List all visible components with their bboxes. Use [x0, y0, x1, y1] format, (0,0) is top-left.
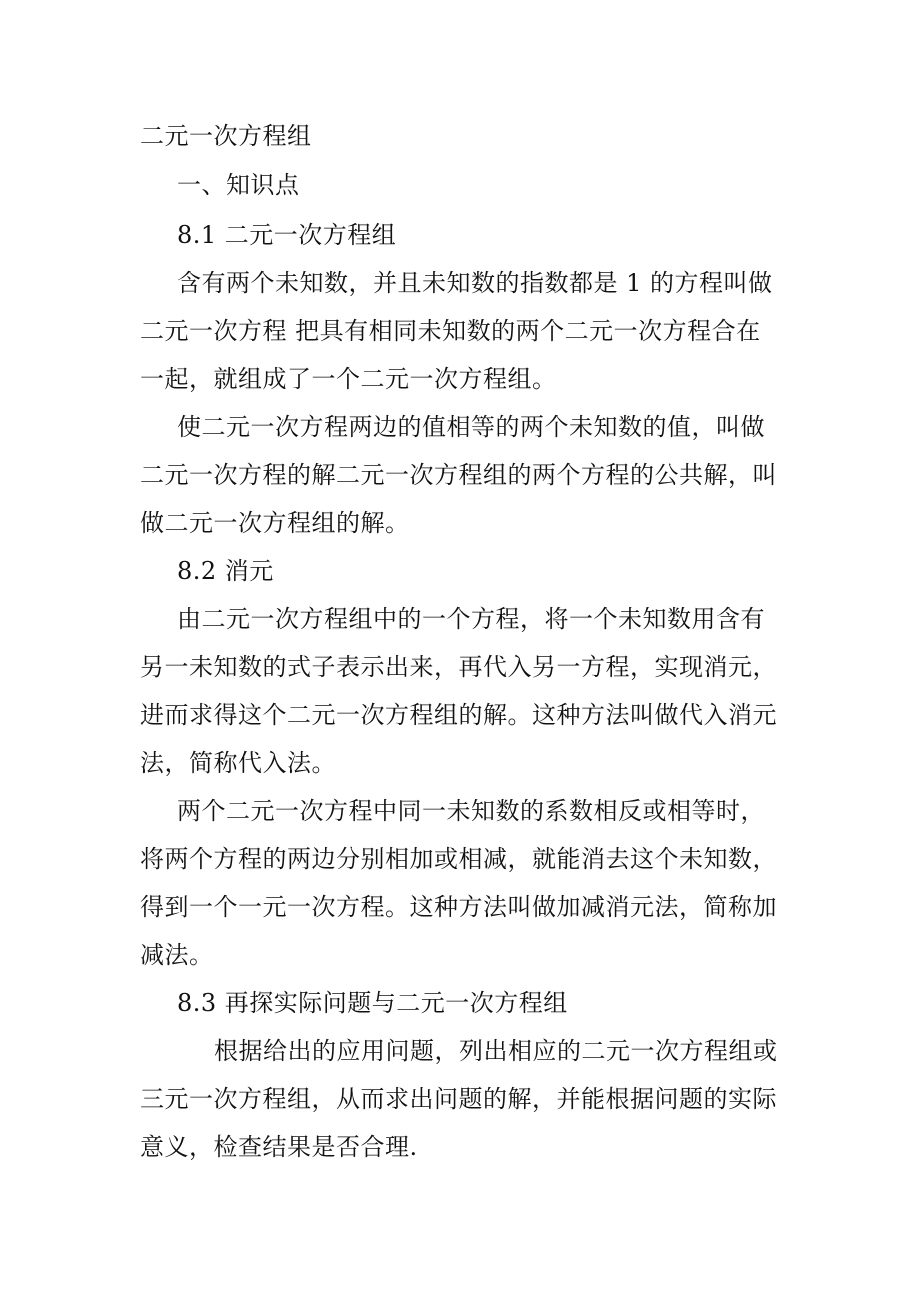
paragraph-line: 由二元一次方程组中的一个方程，将一个未知数用含有: [177, 605, 765, 633]
paragraph-line: 一起，就组成了一个二元一次方程组。: [140, 365, 557, 393]
paragraph-line: 两个二元一次方程中同一未知数的系数相反或相等时，: [177, 797, 765, 825]
paragraph-line: 意义，检查结果是否合理.: [140, 1133, 418, 1161]
paragraph-line: 含有两个未知数，并且未知数的指数都是 1 的方程叫做: [177, 269, 773, 297]
paragraph-line: 根据给出的应用问题，列出相应的二元一次方程组或: [214, 1037, 778, 1065]
paragraph-line: 三元一次方程组，从而求出问题的解，并能根据问题的实际: [140, 1085, 777, 1113]
paragraph-line: 将两个方程的两边分别相加或相减，就能消去这个未知数，: [140, 845, 777, 873]
paragraph-line: 使二元一次方程两边的值相等的两个未知数的值，叫做: [177, 413, 765, 441]
section-heading-knowledge-points: 一、知识点: [177, 171, 300, 199]
paragraph-line: 二元一次方程的解二元一次方程组的两个方程的公共解，叫: [140, 461, 777, 489]
paragraph-line: 减法。: [140, 941, 214, 969]
paragraph-line: 进而求得这个二元一次方程组的解。这种方法叫做代入消元: [140, 701, 777, 729]
paragraph-line: 得到一个一元一次方程。这种方法叫做加减消元法，简称加: [140, 893, 777, 921]
paragraph-line: 另一未知数的式子表示出来，再代入另一方程，实现消元，: [140, 653, 777, 681]
document-title: 二元一次方程组: [140, 122, 312, 150]
subheading-8-2: 8.2 消元: [177, 557, 274, 585]
paragraph-line: 做二元一次方程组的解。: [140, 509, 410, 537]
paragraph-line: 法，简称代入法。: [140, 749, 336, 777]
paragraph-line: 二元一次方程 把具有相同未知数的两个二元一次方程合在: [140, 317, 761, 345]
subheading-8-3: 8.3 再探实际问题与二元一次方程组: [177, 989, 568, 1017]
subheading-8-1: 8.1 二元一次方程组: [177, 221, 397, 249]
